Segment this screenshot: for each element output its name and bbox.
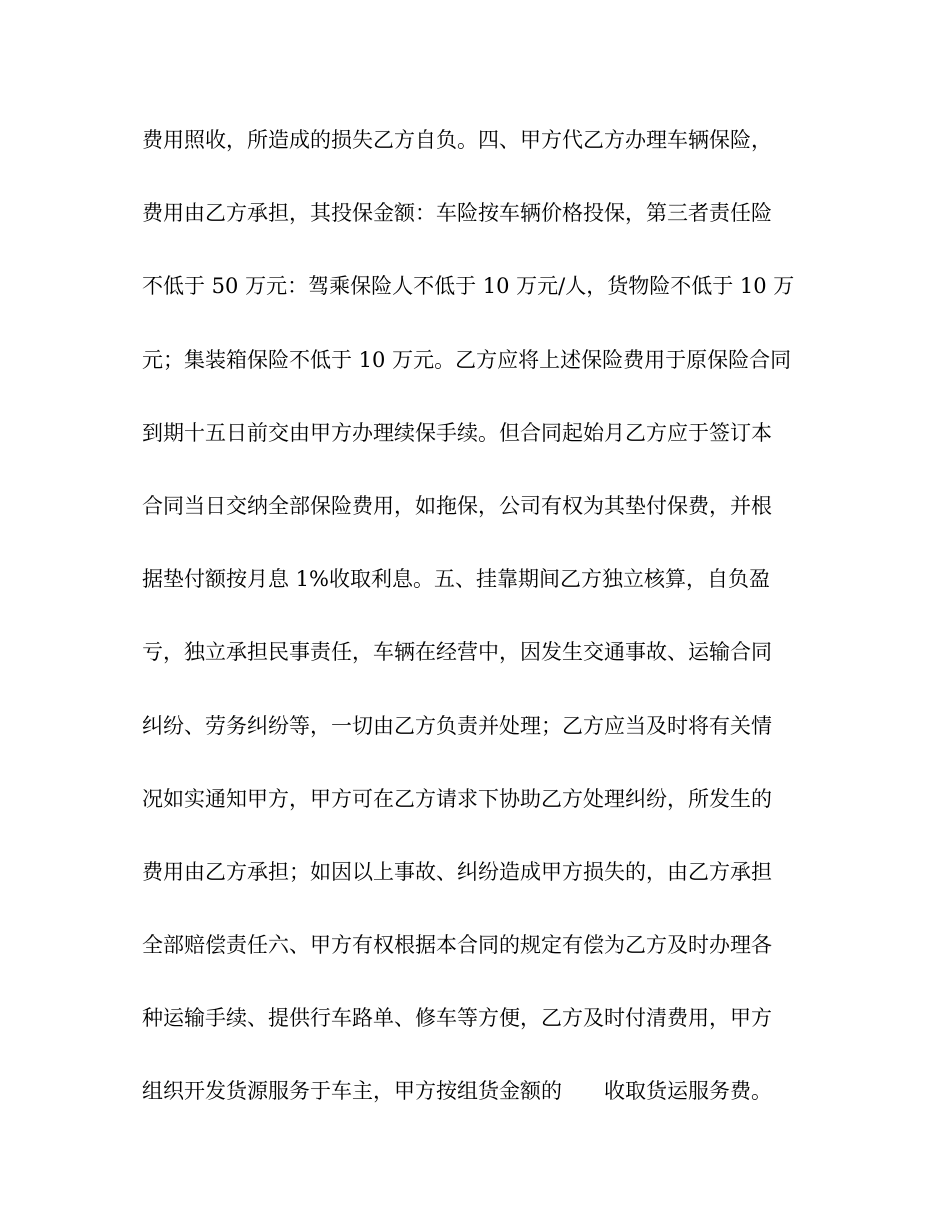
text-line: 合同当日交纳全部保险费用，如拖保，公司有权为其垫付保费，并根 [142, 493, 772, 518]
text-line: 不低于 50 万元：驾乘保险人不低于 10 万元/人，货物险不低于 10 万 [142, 274, 795, 299]
text-line: 全部赔偿责任六、甲方有权根据本合同的规定有偿为乙方及时办理各 [142, 933, 772, 958]
text-line: 元；集装箱保险不低于 10 万元。乙方应将上述保险费用于原保险合同 [142, 347, 792, 372]
text-line: 种运输手续、提供行车路单、修车等方便，乙方及时付清费用，甲方 [142, 1006, 772, 1031]
text-line: 况如实通知甲方，甲方可在乙方请求下协助乙方处理纠纷，所发生的 [142, 786, 772, 811]
text-line: 到期十五日前交由甲方办理续保手续。但合同起始月乙方应于签订本 [142, 420, 772, 445]
text-line: 费用照收，所造成的损失乙方自负。四、甲方代乙方办理车辆保险， [142, 128, 772, 152]
text-line: 据垫付额按月息 1%收取利息。五、挂靠期间乙方独立核算，自负盈 [142, 567, 770, 592]
text-line: 亏，独立承担民事责任，车辆在经营中，因发生交通事故、运输合同 [142, 640, 772, 665]
text-line: 费用由乙方承担，其投保金额：车险按车辆价格投保，第三者责任险 [142, 201, 772, 226]
text-line: 费用由乙方承担；如因以上事故、纠纷造成甲方损失的，由乙方承担 [142, 859, 772, 884]
contract-text [142, 120, 822, 1145]
text-line: 纠纷、劳务纠纷等，一切由乙方负责并处理；乙方应当及时将有关情 [142, 713, 772, 738]
text-line: 组织开发货源服务于车主，甲方按组货金额的 收取货运服务费。 [142, 1079, 772, 1104]
